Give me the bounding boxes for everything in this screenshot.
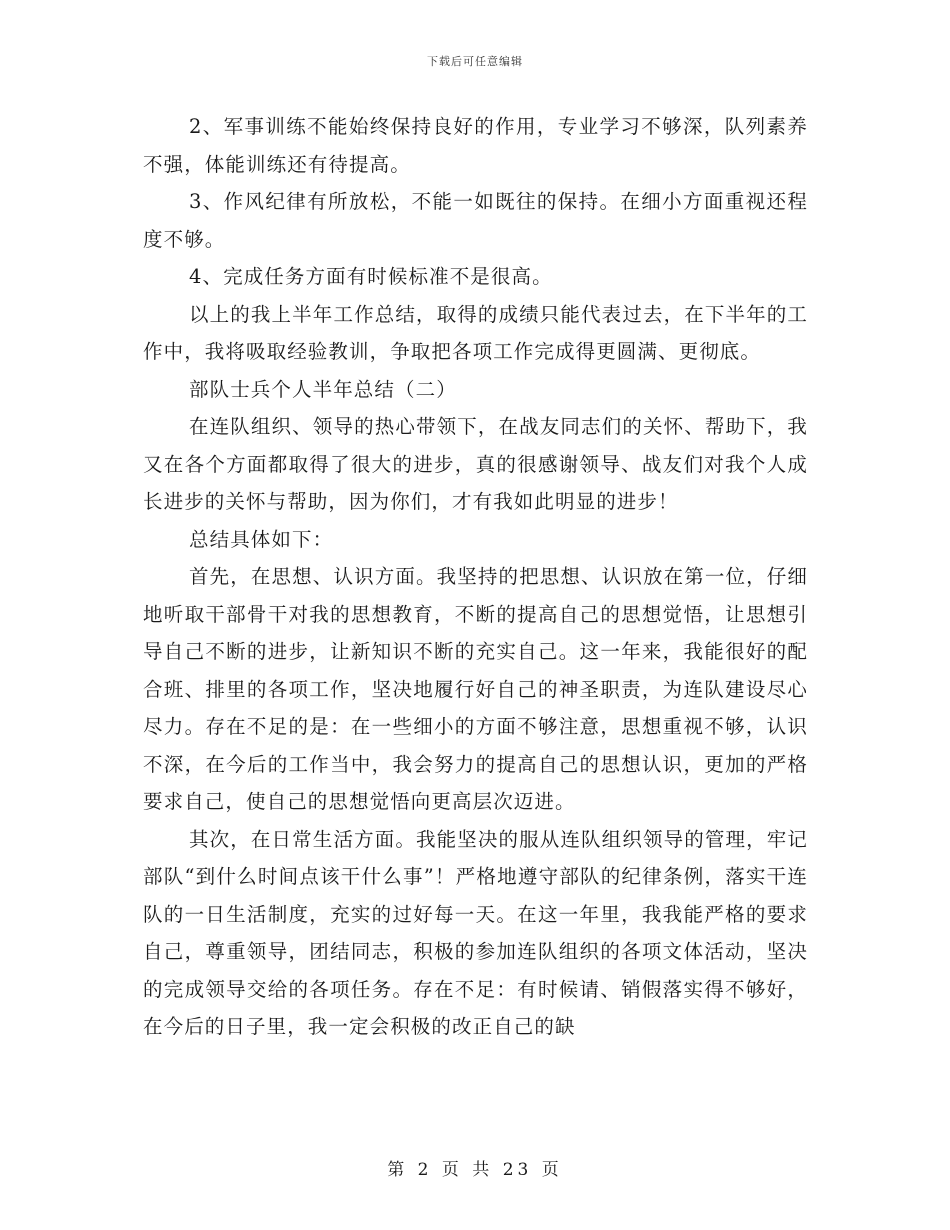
- page-header-note: 下载后可任意编辑: [427, 55, 523, 68]
- paragraph-daily-life: 其次，在日常生活方面。我能坚决的服从连队组织领导的管理，牢记部队“到什么时间点该干什么事”！严格地遵守部队的纪律条例，落实干连队的一日生活制度，充实的过好每一天。在这一年里，我我能严格的要求自己，尊重领导，团结同志，积极的参加连队组织的各项文体活动，坚决的完成领导交给的各项任务。存在不足：有时候请、销假落实得不够好，在今后的日子里，我一定会积极的改正自己的缺: [143, 827, 808, 1038]
- paragraph-thought: 首先，在思想、认识方面。我坚持的把思想、认识放在第一位，仔细地听取干部骨干对我的思想教育，不断的提高自己的思想觉悟，让思想引导自己不断的进步，让新知识不断的充实自己。这一年来，我能很好的配合班、排里的各项工作，坚决地履行好自己的神圣职责，为连队建设尽心尽力。存在不足的是：在一些细小的方面不够注意，思想重视不够，认识不深，在今后的工作当中，我会努力的提高自己的思想认识，更加的严格要求自己，使自己的思想觉悟向更高层次迈进。: [143, 565, 808, 813]
- paragraph-training: 2、军事训练不能始终保持良好的作用，专业学习不够深，队列素养不强，体能训练还有待提高。: [143, 115, 808, 176]
- paragraph-task-standard: 4、完成任务方面有时候标准不是很高。: [189, 265, 553, 288]
- paragraph-summary-intro: 总结具体如下：: [189, 527, 334, 551]
- paragraph-discipline: 3、作风纪律有所放松，不能一如既往的保持。在细小方面重视还程度不够。: [143, 190, 808, 251]
- page-number: 第 2 页 共 23 页: [387, 1160, 563, 1180]
- document-body: [143, 108, 808, 1046]
- paragraph-half-year-summary: 以上的我上半年工作总结，取得的成绩只能代表过去，在下半年的工作中，我将吸取经验教训，争取把各项工作完成得更圆满、更彻底。: [143, 302, 808, 363]
- section-title: 部队士兵个人半年总结（二）: [189, 377, 457, 401]
- paragraph-gratitude: 在连队组织、领导的热心带领下，在战友同志们的关怀、帮助下，我又在各个方面都取得了很大的进步，真的很感谢领导、战友们对我个人成长进步的关怀与帮助，因为你们，才有我如此明显的进步！: [143, 415, 808, 513]
